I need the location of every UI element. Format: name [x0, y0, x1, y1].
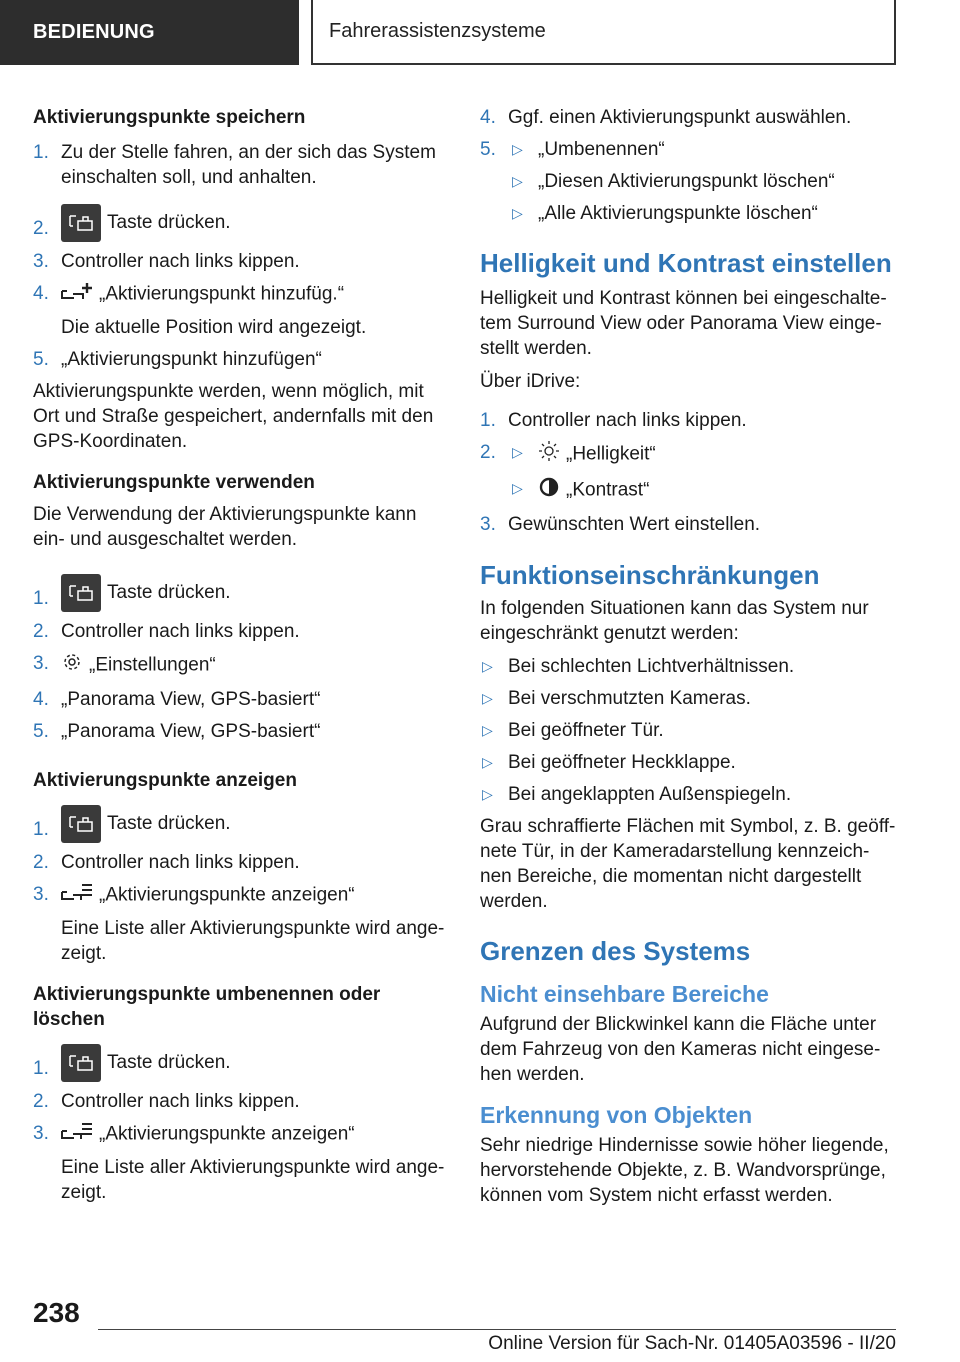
brightness-step-2: 2. ▷ „Helligkeit“: [480, 440, 900, 469]
save-step-5: 5. „Aktivierungspunkt hinzufügen“: [33, 349, 322, 370]
triangle-bullet-icon: ▷: [512, 444, 523, 460]
rename-note: Eine Liste aller Aktivierungspunkte wird ange-zeigt.: [61, 1157, 445, 1203]
limit-item: ▷ Bei geöffneter Heckklappe.: [482, 752, 736, 773]
brightness-heading: Helligkeit und Kontrast einstellen: [480, 248, 892, 278]
rename-step-2: 2. Controller nach links kippen.: [33, 1091, 300, 1112]
point-list-icon: [61, 1121, 93, 1148]
save-note: Aktivierungspunkte werden, wenn möglich, mit Ort und Straße gespeichert, andernfalls mit den GPS-Koordinaten.: [33, 381, 434, 452]
system-limits-heading: Grenzen des Systems: [480, 936, 751, 966]
camera-button-icon: [61, 1044, 101, 1082]
online-version-note: Online Version für Sach-Nr. 01405A03596 - II/20: [488, 1333, 896, 1354]
use-step-5: 5. „Panorama View, GPS-basiert“: [33, 721, 321, 742]
limits-intro: In folgenden Situationen kann das System nur eingeschränkt genutzt werden:: [480, 598, 869, 644]
rename-step-1: 1. Taste drücken.: [33, 1044, 453, 1082]
section-tab: [0, 0, 299, 65]
save-heading: Aktivierungspunkte speichern: [33, 107, 306, 128]
show-step-3: 3. „Aktivierungspunkte anzeigen“ Eine Liste aller Aktivierungspunkte wird ange-zeigt.: [33, 882, 453, 966]
triangle-bullet-icon: ▷: [512, 173, 523, 189]
idrive-label: Über iDrive:: [480, 371, 581, 392]
camera-button-icon: [61, 204, 101, 242]
brightness-step-3: 3. Gewünschten Wert einstellen.: [480, 514, 761, 535]
chapter-title: Fahrerassistenzsysteme: [329, 20, 546, 42]
triangle-bullet-icon: ▷: [482, 786, 493, 802]
show-heading: Aktivierungspunkte anzeigen: [33, 770, 297, 791]
limit-item: ▷ Bei schlechten Lichtverhältnissen.: [482, 656, 795, 677]
save-step-4-note: Die aktuelle Position wird angezeigt.: [61, 317, 367, 338]
limits-note: Grau schraffierte Flächen mit Symbol, z. B. geöff-nete Tür, in der Kameradarstellung kennzeich-nen Bereiche, die momentan nicht dargestellt werden.: [480, 816, 896, 912]
limits-heading: Funktionseinschränkungen: [480, 560, 820, 590]
use-heading: Aktivierungspunkte verwenden: [33, 472, 315, 493]
triangle-bullet-icon: ▷: [482, 690, 493, 706]
rename-subitem-2: ▷ „Alle Aktivierungspunkte löschen“: [512, 203, 818, 224]
brightness-intro: Helligkeit und Kontrast können bei eingeschalte-tem Surround View oder Panorama View einge-stellt werden.: [480, 288, 887, 359]
contrast-icon: [538, 476, 560, 505]
save-step-1: 1. Zu der Stelle fahren, an der sich das System einschalten soll, und anhalten.: [33, 142, 436, 188]
gear-icon: [61, 651, 83, 680]
section-title: BEDIENUNG: [33, 21, 155, 43]
brightness-step-1: 1. Controller nach links kippen.: [480, 410, 747, 431]
triangle-bullet-icon: ▷: [482, 754, 493, 770]
left-column: [33, 100, 453, 1205]
show-step-1: 1. Taste drücken.: [33, 805, 453, 843]
triangle-bullet-icon: ▷: [512, 480, 523, 496]
blind-areas-text: Aufgrund der Blickwinkel kann die Fläche unter dem Fahrzeug von den Kameras nicht eingese-hen werden.: [480, 1014, 881, 1085]
camera-button-icon: [61, 574, 101, 612]
limit-item: ▷ Bei angeklappten Außenspiegeln.: [482, 784, 792, 805]
rename-step-3: 3. „Aktivierungspunkte anzeigen“ Eine Liste aller Aktivierungspunkte wird ange-zeigt.: [33, 1121, 453, 1205]
use-intro: Die Verwendung der Aktivierungspunkte kann ein- und ausgeschaltet werden.: [33, 504, 417, 550]
use-step-1: 1. Taste drücken.: [33, 574, 453, 612]
rename-step-5: 5. ▷ „Umbenennen“: [480, 139, 665, 160]
rename-heading: Aktivierungspunkte umbenennen oder löschen: [33, 984, 381, 1030]
show-note: Eine Liste aller Aktivierungspunkte wird ange-zeigt.: [61, 918, 445, 964]
rename-subitem-1: ▷ „Diesen Aktivierungspunkt löschen“: [512, 171, 835, 192]
right-column: [480, 100, 900, 1208]
add-point-icon: [61, 281, 93, 308]
camera-button-icon: [61, 805, 101, 843]
limit-item: ▷ Bei geöffneter Tür.: [482, 720, 664, 741]
triangle-bullet-icon: ▷: [512, 141, 523, 157]
show-step-2: 2. Controller nach links kippen.: [33, 852, 300, 873]
contrast-subitem: ▷ „Kontrast“: [480, 476, 900, 505]
footer-divider: [98, 1329, 896, 1330]
point-list-icon: [61, 882, 93, 909]
use-step-3: 3. „Einstellungen“: [33, 651, 453, 680]
rename-step-4: 4. Ggf. einen Aktivierungspunkt auswählen.: [480, 107, 852, 128]
save-step-3: 3. Controller nach links kippen.: [33, 251, 300, 272]
use-step-4: 4. „Panorama View, GPS-basiert“: [33, 689, 321, 710]
triangle-bullet-icon: ▷: [512, 205, 523, 221]
triangle-bullet-icon: ▷: [482, 722, 493, 738]
save-step-2: 2. Taste drücken.: [33, 204, 453, 242]
limit-item: ▷ Bei verschmutzten Kameras.: [482, 688, 751, 709]
save-step-4: 4. „Aktivierungspunkt hinzufüg.“ Die aktuelle Position wird angezeigt.: [33, 281, 453, 340]
object-detection-text: Sehr niedrige Hindernisse sowie höher liegende, hervorstehende Objekte, z. B. Wandvorsprünge, können vom System nicht erfasst werden.: [480, 1135, 889, 1206]
triangle-bullet-icon: ▷: [482, 658, 493, 674]
page-number: 238: [33, 1297, 80, 1328]
blind-areas-heading: Nicht einsehbare Bereiche: [480, 981, 769, 1007]
chapter-tab: [311, 0, 896, 65]
object-detection-heading: Erkennung von Objekten: [480, 1102, 753, 1128]
use-step-2: 2. Controller nach links kippen.: [33, 621, 300, 642]
